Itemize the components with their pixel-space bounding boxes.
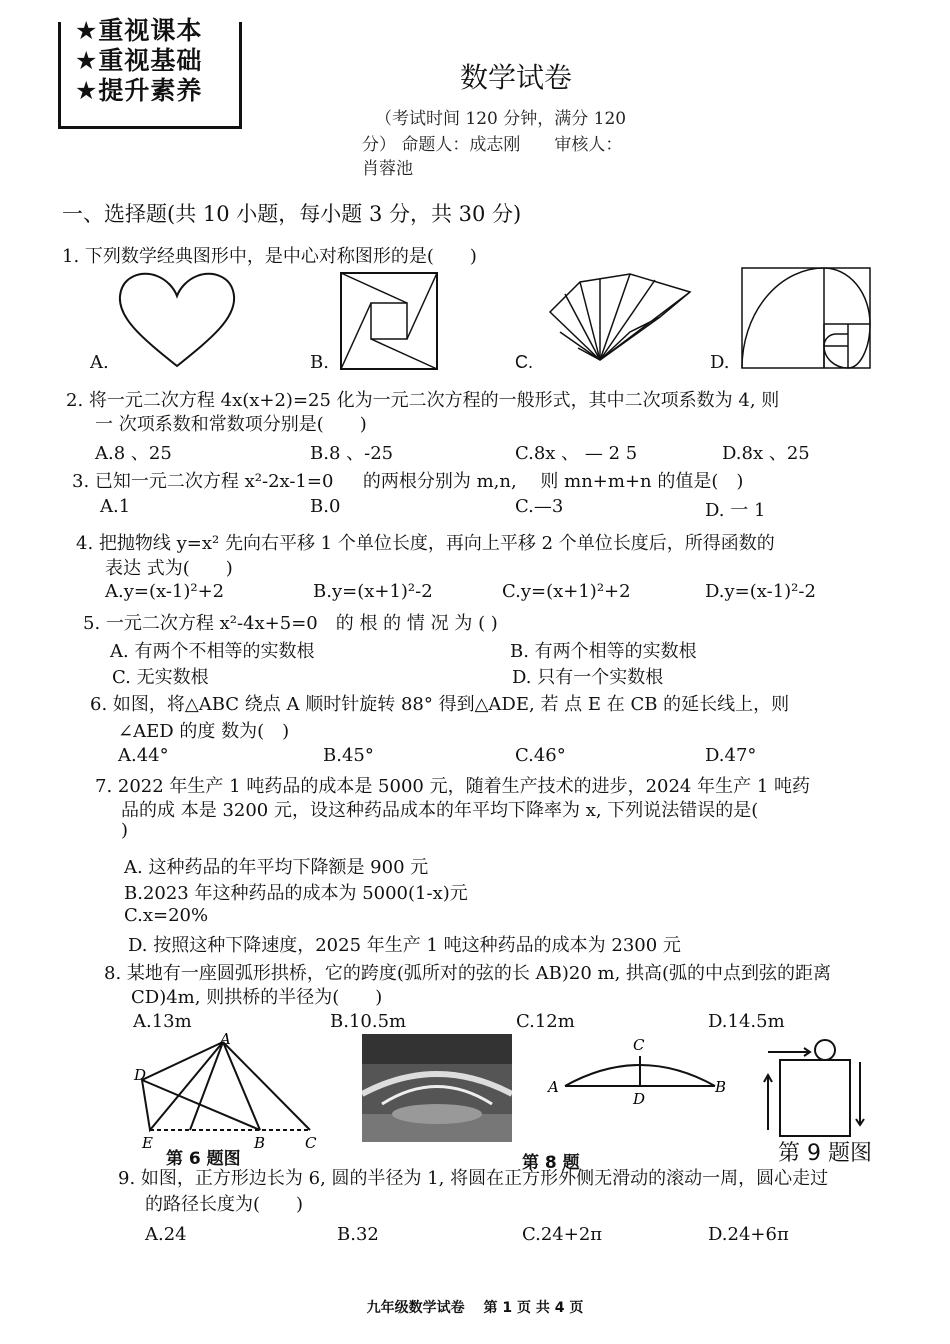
q9-option-d[interactable]: D.24+6π: [708, 1224, 789, 1245]
q7-stem-line-3: ): [121, 820, 129, 841]
q4-stem-line-2: 表达 式为( ): [105, 558, 233, 579]
section-heading: 一、选择题(共 10 小题，每小题 3 分，共 30 分): [62, 202, 522, 226]
page-footer: 九年级数学试卷 第 1 页 共 4 页: [366, 1300, 584, 1316]
q7-option-a[interactable]: A. 这种药品的年平均下降额是 900 元: [124, 857, 429, 878]
q8-option-d[interactable]: D.14.5m: [708, 1011, 785, 1032]
stamp-line-3: ★提升素养: [75, 76, 203, 105]
heart-figure: [112, 268, 242, 370]
q2-stem-line-2: 一 次项系数和常数项分别是( ): [95, 414, 367, 435]
q1-option-d[interactable]: D.: [710, 352, 730, 373]
stamp-line-1: ★重视课本: [75, 16, 203, 45]
q9-option-b[interactable]: B.32: [337, 1224, 379, 1245]
q2-option-a[interactable]: A.8 、25: [95, 443, 172, 464]
q7-option-c[interactable]: C.x=20%: [124, 905, 209, 926]
q5-stem: 5. 一元二次方程 x²-4x+5=0 的 根 的 情 况 为 ( ): [83, 613, 498, 634]
q2-option-d[interactable]: D.8x 、25: [722, 443, 810, 464]
q4-option-b[interactable]: B.y=(x+1)²-2: [313, 581, 433, 602]
q5-option-c[interactable]: C. 无实数根: [112, 667, 209, 688]
q6-stem-line-1: 6. 如图，将△ABC 绕点 A 顺时针旋转 88° 得到△ADE, 若 点 E 在 CB 的延长线上，则: [90, 694, 790, 715]
q2-stem-line-1: 2. 将一元二次方程 4x(x+2)=25 化为一元二次方程的一般形式，其中二次项系数为 4, 则: [66, 390, 780, 411]
q8-stem-line-1: 8. 某地有一座圆弧形拱桥，它的跨度(弧所对的弦的长 AB)20 m, 拱高(弧的中点到弦的距离: [104, 963, 832, 984]
pinwheel-square-figure: [338, 270, 440, 372]
figure-8-caption: 第 8 题: [522, 1153, 580, 1173]
arc-bridge-figure: [545, 1034, 735, 1114]
q8-stem-line-2: CD)4m, 则拱桥的半径为( ): [131, 987, 383, 1008]
q6-option-d[interactable]: D.47°: [705, 745, 757, 766]
q7-stem-line-2: 品的成 本是 3200 元，设这种药品成本的年平均下降率为 x, 下列说法错误的是(: [121, 800, 759, 821]
stamp-box: [58, 16, 242, 129]
spiral-fan-figure: [540, 272, 700, 372]
q5-option-b[interactable]: B. 有两个相等的实数根: [510, 641, 697, 662]
golden-spiral-figure: [740, 266, 872, 370]
q8-option-b[interactable]: B.10.5m: [330, 1011, 407, 1032]
q9-stem-line-2: 的路径长度为( ): [145, 1194, 304, 1215]
q3-option-c[interactable]: C.—3: [515, 496, 564, 517]
label-e: E: [142, 1134, 153, 1152]
label-b: B: [254, 1134, 266, 1152]
q6-option-b[interactable]: B.45°: [323, 745, 374, 766]
q8-option-c[interactable]: C.12m: [516, 1011, 575, 1032]
q9-option-a[interactable]: A.24: [145, 1224, 187, 1245]
bridge-photo: [362, 1034, 512, 1142]
subtitle-line-1: （考试时间 120 分钟，满分 120: [375, 109, 627, 129]
q4-option-a[interactable]: A.y=(x-1)²+2: [105, 581, 225, 602]
q7-stem-line-1: 7. 2022 年生产 1 吨药品的成本是 5000 元，随着生产技术的进步，2024 年生产 1 吨药: [95, 776, 810, 797]
q5-option-d[interactable]: D. 只有一个实数根: [512, 667, 664, 688]
q3-stem: 3. 已知一元二次方程 x²-2x-1=0 的两根分别为 m,n, 则 mn+m+n 的值是( ): [72, 471, 744, 492]
q3-option-b[interactable]: B.0: [310, 496, 341, 517]
subtitle-line-3: 肖蓉池: [362, 159, 413, 179]
label-a: A: [220, 1030, 231, 1048]
subtitle-line-2: 分） 命题人：成志刚 审核人：: [362, 135, 623, 155]
q1-option-a[interactable]: A.: [90, 352, 109, 373]
q3-option-d[interactable]: D. 一 1: [705, 500, 766, 521]
stamp-line-2: ★重视基础: [75, 46, 203, 75]
q5-option-a[interactable]: A. 有两个不相等的实数根: [110, 641, 315, 662]
q4-option-d[interactable]: D.y=(x-1)²-2: [705, 581, 816, 602]
label-c-arc: C: [633, 1036, 645, 1054]
label-b-arc: B: [715, 1078, 727, 1096]
q6-stem-line-2: ∠AED 的度 数为( ): [118, 721, 290, 742]
q4-option-c[interactable]: C.y=(x+1)²+2: [502, 581, 631, 602]
q7-option-b[interactable]: B.2023 年这种药品的成本为 5000(1-x)元: [124, 883, 468, 904]
figure-9-caption: 第 9 题图: [778, 1141, 872, 1166]
rolling-circle-figure: [760, 1030, 870, 1142]
q1-option-c[interactable]: C.: [515, 352, 533, 372]
q1-option-b[interactable]: B.: [310, 352, 329, 373]
q2-option-c[interactable]: C.8x 、 — 2 5: [515, 443, 638, 464]
q9-option-c[interactable]: C.24+2π: [522, 1224, 603, 1245]
q4-stem-line-1: 4. 把抛物线 y=x² 先向右平移 1 个单位长度，再向上平移 2 个单位长度后，所得函数的: [76, 533, 775, 554]
label-d: D: [134, 1066, 147, 1084]
q8-option-a[interactable]: A.13m: [133, 1011, 192, 1032]
q6-option-c[interactable]: C.46°: [515, 745, 566, 766]
q9-stem-line-1: 9. 如图，正方形边长为 6, 圆的半径为 1, 将圆在正方形外侧无滑动的滚动一周，圆心走过: [118, 1168, 829, 1189]
q1-stem: 1. 下列数学经典图形中，是中心对称图形的是( ): [62, 246, 477, 267]
q6-option-a[interactable]: A.44°: [118, 745, 169, 766]
q7-option-d[interactable]: D. 按照这种下降速度，2025 年生产 1 吨这种药品的成本为 2300 元: [128, 935, 681, 956]
q6-triangle-figure: [130, 1030, 330, 1155]
q3-option-a[interactable]: A.1: [100, 496, 131, 517]
q2-option-b[interactable]: B.8 、-25: [310, 443, 394, 464]
label-c: C: [305, 1134, 317, 1152]
page-title: 数学试卷: [460, 61, 573, 94]
label-d-arc: D: [633, 1090, 646, 1108]
figure-6-caption: 第 6 题图: [166, 1149, 241, 1169]
label-a-arc: A: [548, 1078, 559, 1096]
